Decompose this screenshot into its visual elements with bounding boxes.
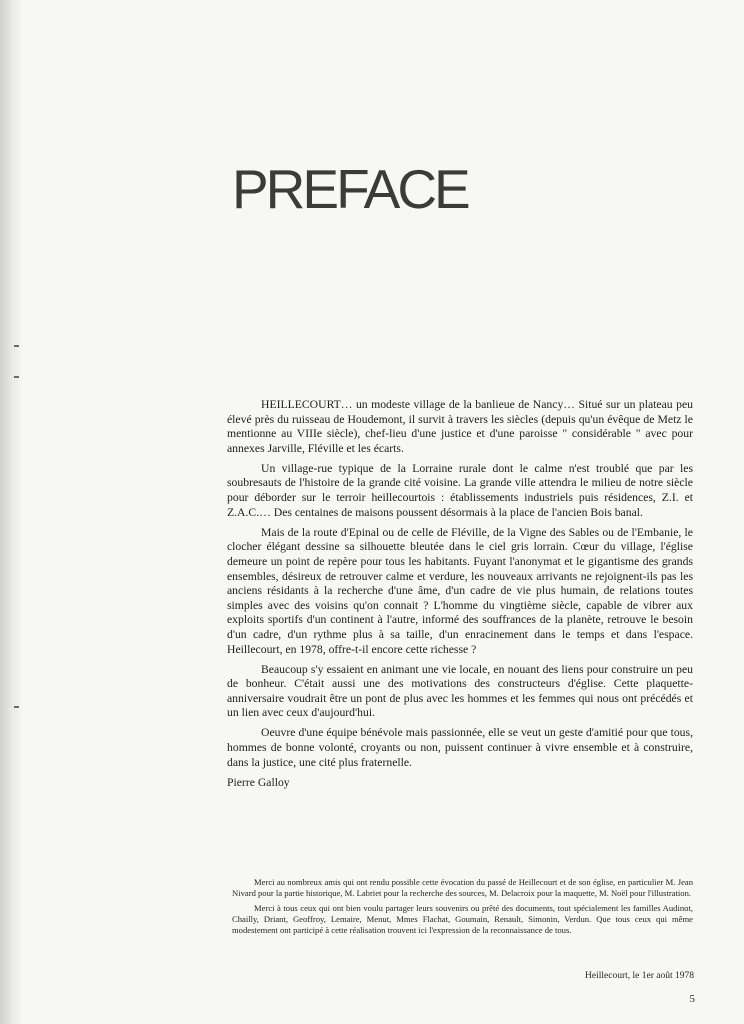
acknowledgements (232, 877, 693, 939)
binding-mark (14, 345, 19, 347)
binding-mark (14, 706, 19, 708)
acknowledgement-paragraph: Merci à tous ceux qui ont bien voulu partager leurs souvenirs ou prêté des documents, tout spécialement les familles Audinot, Chailly, Driant, Geoffroy, Lemaire, Menut, Mmes Flachat, Goumain, Renault, Simonin, Verdun. Que tous ceux qui même modestement ont participé à cette réalisation trouvent ici l'expression de la reconnaissance de tous. (232, 902, 693, 936)
acknowledgement-paragraph: Merci au nombreux amis qui ont rendu possible cette évocation du passé de Heillecourt et de son église, en particulier M. Jean Nivard pour la partie historique, M. Labriet pour la recherche des sources, M. Delacroix pour la maquette, M. Noël pour l'illustration. (232, 877, 693, 899)
body-paragraph: Beaucoup s'y essaient en animant une vie locale, en nouant des liens pour construire un peu de bonheur. C'était aussi une des motivations des constructeurs d'église. Cette plaquette-anniversaire voudrait être un pont de plus avec les hommes et les femmes qui nous ont précédés et un lien avec ceux d'aujourd'hui. (227, 662, 693, 720)
body-paragraph: HEILLECOURT… un modeste village de la banlieue de Nancy… Situé sur un plateau peu élevé près du ruisseau de Houdemont, il survit à travers les siècles (depuis qu'un évêque de Metz le mentionne au VIIIe siècle), chef-lieu d'une justice et d'une paroisse " considérable " avec pour annexes Jarville, Fléville et les écarts. (227, 398, 693, 455)
preface-body (227, 398, 693, 796)
body-paragraph: Un village-rue typique de la Lorraine rurale dont le calme n'est troublé que par les soubresauts de l'histoire de la grande cité voisine. La grande ville attendra le milieu de notre siècle pour déborder sur le terroir heillecourtois : établissements industriels puis résidences, Z.I. et Z.A.C.… Des centaines de maisons poussent désormais à la place de l'ancien Bois banal. (227, 461, 693, 519)
page-number: 5 (689, 993, 695, 1005)
body-paragraph: Oeuvre d'une équipe bénévole mais passionnée, elle se veut un geste d'amitié pour que tous, hommes de bonne volonté, croyants ou non, puissent continuer à vivre ensemble et à construire, dans la justice, une cité plus fraternelle. (227, 726, 693, 769)
body-paragraph: Mais de la route d'Epinal ou de celle de Fléville, de la Vigne des Sables ou de l'Embanie, le clocher élégant dessine sa silhouette bleutée dans le ciel gris lorrain. Cœur du village, l'église demeure un point de repère pour tous les habitants. Fuyant l'anonymat et le gigantisme des grands ensembles, désireux de retrouver calme et verdure, les nouveaux arrivants ne rejoignent-ils pas les anciens résidants à la recherche d'une âme, d'un cadre de vie plus humain, de relations toutes simples avec des voisins qu'on connait ? L'homme du vingtième siècle, capable de vibrer aux exploits sportifs d'un continent à l'autre, informé des souffrances de la planète, retrouve le besoin d'un cadre, d'un rythme plus à sa taille, d'un enracinement dans le temps et dans l'espace. Heillecourt, en 1978, offre-t-il encore cette richesse ? (227, 525, 693, 656)
page-title: PREFACE (232, 158, 468, 220)
signature: Pierre Galloy (227, 775, 290, 789)
binding-shadow (0, 0, 22, 1024)
date-line: Heillecourt, le 1er août 1978 (585, 971, 694, 981)
binding-mark (14, 376, 19, 378)
